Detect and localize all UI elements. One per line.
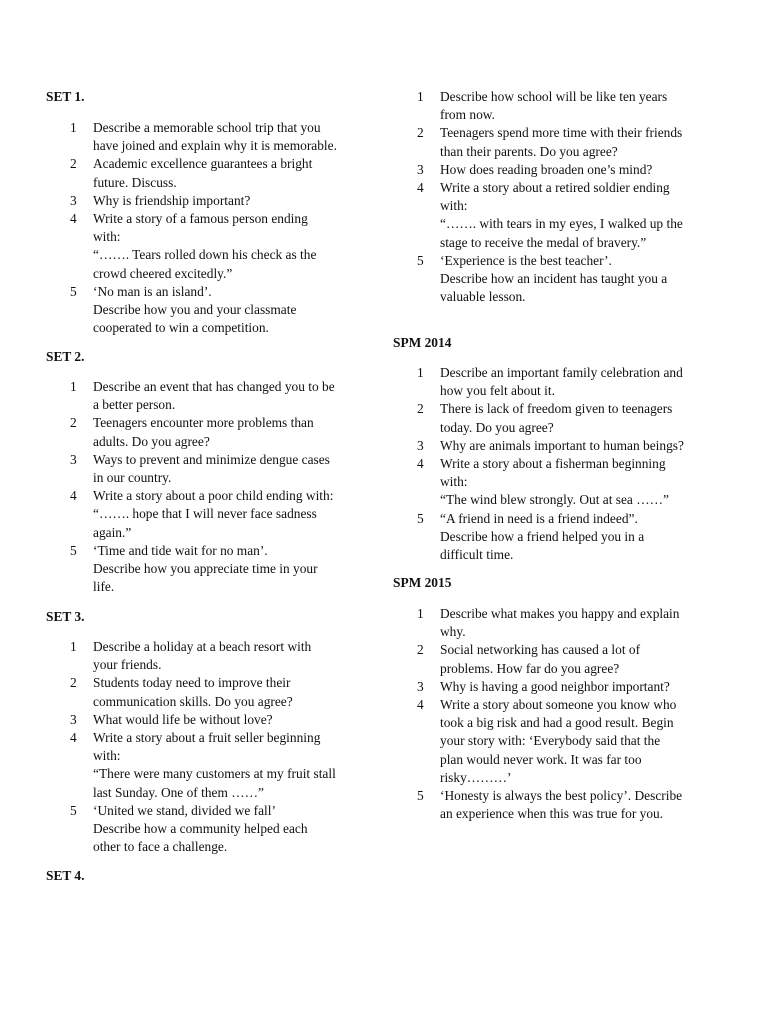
item-text: Describe how a community helped each [93, 821, 308, 837]
item-number: 2 [417, 125, 424, 141]
question-list [393, 88, 733, 306]
item-text: ‘United we stand, divided we fall’ [93, 802, 276, 818]
item-text: Teenagers spend more time with their friends [440, 125, 683, 141]
item-text: Why is having a good neighbor important? [440, 678, 670, 694]
question-list [393, 605, 733, 823]
item-text: Students today need to improve their [93, 675, 291, 691]
item-text: a better person. [93, 397, 176, 413]
list-item [46, 283, 378, 338]
list-item [46, 542, 378, 597]
set-heading: SPM 2015 [393, 575, 452, 590]
item-number: 2 [417, 401, 424, 417]
set-heading: SET 1. [46, 89, 85, 104]
question-list [46, 119, 378, 337]
list-item [393, 437, 733, 455]
item-text: from now. [440, 107, 495, 123]
item-number: 1 [70, 379, 77, 394]
item-text: Write a story about a fisherman beginning [440, 456, 666, 472]
item-text: How does reading broaden one’s mind? [440, 161, 653, 177]
item-number: 5 [417, 788, 424, 804]
item-number: 1 [70, 120, 77, 135]
item-text: future. Discuss. [93, 174, 177, 190]
item-number: 2 [70, 675, 77, 691]
item-text: difficult time. [440, 547, 514, 563]
item-text: “……. with tears in my eyes, I walked up the [440, 216, 683, 232]
list-item [46, 378, 378, 414]
item-number: 4 [70, 211, 77, 227]
item-text: your story with: ‘Everybody said that the [440, 733, 661, 749]
item-text: Describe what makes you happy and explain [440, 606, 680, 621]
item-text: “A friend in need is a friend indeed”. [440, 510, 638, 526]
list-item [393, 605, 733, 641]
list-item [393, 696, 733, 787]
item-text: Describe a holiday at a beach resort with [93, 639, 312, 654]
list-item [393, 641, 733, 677]
set-heading: SET 2. [46, 349, 85, 364]
list-item [393, 678, 733, 696]
item-number: 5 [70, 802, 77, 818]
item-text: Describe a memorable school trip that you [93, 120, 321, 135]
list-item [46, 487, 378, 542]
item-text: with: [93, 229, 121, 245]
item-number: 1 [70, 639, 77, 654]
item-text: have joined and explain why it is memorable. [93, 138, 337, 154]
item-number: 2 [70, 415, 77, 431]
item-number: 3 [417, 437, 424, 453]
item-text: “……. hope that I will never face sadness [93, 506, 317, 522]
item-number: 3 [417, 161, 424, 177]
list-item [393, 510, 733, 565]
item-number: 2 [70, 156, 77, 172]
item-number: 5 [70, 542, 77, 558]
item-text: Academic excellence guarantees a bright [93, 156, 313, 172]
list-item [46, 802, 378, 857]
item-number: 2 [417, 642, 424, 658]
item-text: life. [93, 579, 115, 595]
item-text: Write a story of a famous person ending [93, 211, 308, 227]
item-text: than their parents. Do you agree? [440, 143, 618, 159]
item-text: What would life be without love? [93, 711, 273, 727]
list-item [46, 414, 378, 450]
item-text: with: [440, 198, 468, 214]
item-text: your friends. [93, 657, 162, 673]
question-list [46, 378, 378, 596]
list-item [46, 451, 378, 487]
item-number: 3 [417, 678, 424, 694]
list-item [393, 455, 733, 510]
item-text: Describe how school will be like ten years [440, 89, 668, 104]
list-item [46, 638, 378, 674]
item-number: 5 [70, 283, 77, 299]
item-text: crowd cheered excitedly.” [93, 265, 233, 281]
item-text: took a big risk and had a good result. Begin [440, 715, 674, 731]
item-number: 1 [417, 606, 424, 621]
item-number: 4 [417, 697, 424, 713]
item-number: 3 [70, 711, 77, 727]
item-number: 4 [70, 730, 77, 746]
item-text: stage to receive the medal of bravery.” [440, 234, 647, 250]
item-text: Describe how an incident has taught you a [440, 271, 668, 287]
item-text: Why are animals important to human beings? [440, 437, 684, 453]
item-text: ‘Honesty is always the best policy’. Describe [440, 788, 683, 804]
item-text: with: [440, 474, 468, 490]
item-text: other to face a challenge. [93, 839, 228, 855]
item-text: adults. Do you agree? [93, 433, 210, 449]
item-text: There is lack of freedom given to teenagers [440, 401, 673, 417]
item-text: Write a story about a fruit seller beginning [93, 730, 321, 746]
item-text: Write a story about a poor child ending with: [93, 488, 334, 504]
set-heading: SET 4. [46, 868, 85, 883]
item-text: “……. Tears rolled down his check as the [93, 247, 317, 263]
item-number: 4 [417, 180, 424, 196]
item-text: with: [93, 748, 121, 764]
item-number: 3 [70, 451, 77, 467]
item-text: again.” [93, 524, 132, 540]
item-text: last Sunday. One of them ……” [93, 784, 264, 800]
item-text: Write a story about a retired soldier ending [440, 180, 670, 196]
set-heading: SPM 2014 [393, 335, 452, 350]
list-item [393, 124, 733, 160]
item-text: communication skills. Do you agree? [93, 693, 293, 709]
item-text: plan would never work. It was far too [440, 751, 642, 767]
item-text: ‘No man is an island’. [93, 283, 212, 299]
item-text: valuable lesson. [440, 289, 526, 305]
list-item [393, 88, 733, 124]
item-text: risky………’ [440, 769, 512, 785]
item-text: cooperated to win a competition. [93, 320, 269, 336]
item-text: problems. How far do you agree? [440, 660, 620, 676]
item-number: 4 [70, 488, 77, 504]
item-text: Why is friendship important? [93, 192, 251, 208]
item-text: ‘Experience is the best teacher’. [440, 252, 612, 268]
list-item [393, 179, 733, 252]
item-text: Describe an event that has changed you to be [93, 379, 335, 394]
item-text: Describe an important family celebration and [440, 365, 683, 380]
item-number: 1 [417, 365, 424, 380]
list-item [393, 364, 733, 400]
list-item [46, 155, 378, 191]
list-item [46, 711, 378, 729]
list-item [46, 192, 378, 210]
list-item [393, 252, 733, 307]
list-item [46, 674, 378, 710]
item-text: how you felt about it. [440, 383, 555, 399]
question-list [46, 638, 378, 856]
item-text: an experience when this was true for you. [440, 806, 664, 822]
list-item [393, 787, 733, 823]
list-item [46, 119, 378, 155]
item-text: Describe how you appreciate time in your [93, 561, 318, 577]
item-text: ‘Time and tide wait for no man’. [93, 542, 268, 558]
list-item [46, 729, 378, 802]
set-heading: SET 3. [46, 609, 85, 624]
item-number: 3 [70, 192, 77, 208]
item-text: Describe how a friend helped you in a [440, 528, 645, 544]
item-text: “There were many customers at my fruit stall [93, 766, 336, 782]
item-number: 5 [417, 252, 424, 268]
item-text: today. Do you agree? [440, 419, 554, 435]
item-text: Write a story about someone you know who [440, 697, 677, 713]
item-text: Social networking has caused a lot of [440, 642, 641, 658]
item-text: Ways to prevent and minimize dengue cases [93, 451, 330, 467]
item-number: 5 [417, 510, 424, 526]
item-text: “The wind blew strongly. Out at sea ……” [440, 492, 669, 508]
list-item [393, 161, 733, 179]
item-number: 1 [417, 89, 424, 104]
item-text: Describe how you and your classmate [93, 302, 297, 318]
item-text: Teenagers encounter more problems than [93, 415, 314, 431]
list-item [46, 210, 378, 283]
question-list [393, 364, 733, 564]
list-item [393, 400, 733, 436]
item-number: 4 [417, 456, 424, 472]
item-text: in our country. [93, 470, 172, 486]
item-text: why. [440, 624, 466, 640]
